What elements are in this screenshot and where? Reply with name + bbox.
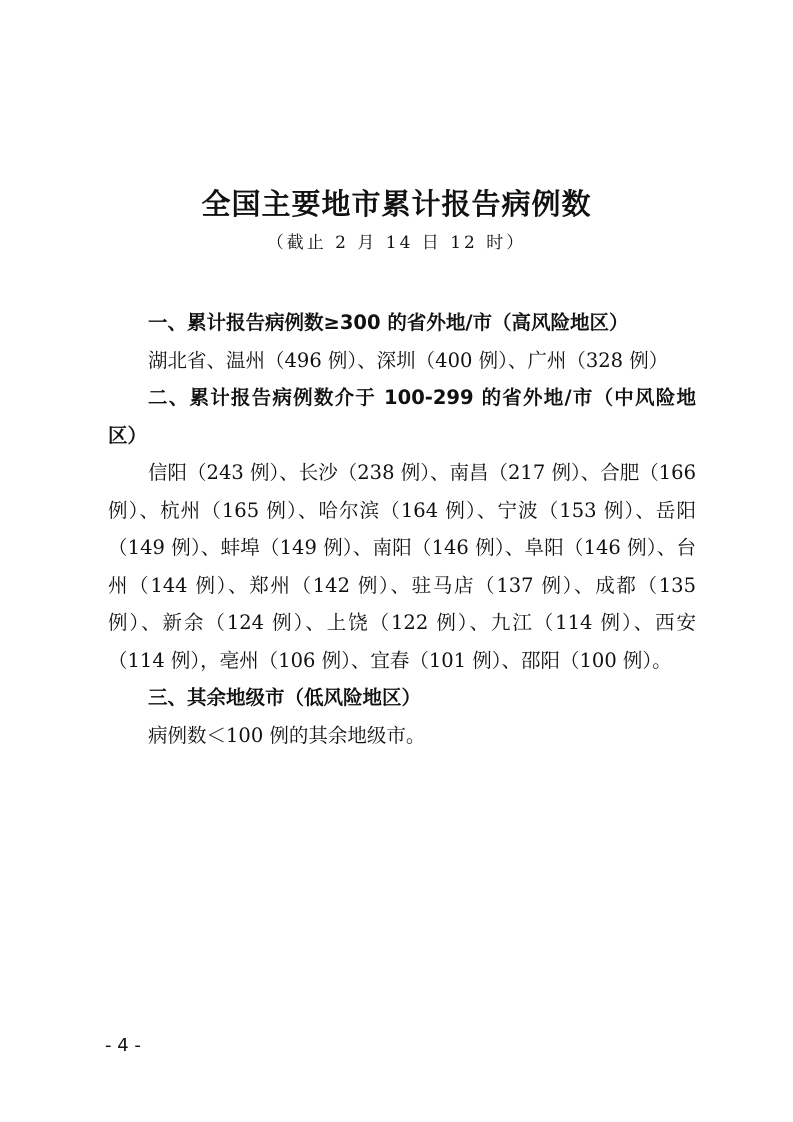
document-body (108, 304, 696, 754)
section-heading-low-risk: 三、其余地级市（低风险地区） (148, 686, 422, 709)
document-subtitle: （截止 2 月 14 日 12 时） (266, 233, 527, 253)
page-number: - 4 - (105, 1035, 141, 1056)
section-heading-medium-risk: 二、累计报告病例数介于 100-299 的省外地/市（中风险地区） (108, 386, 696, 447)
section-body-medium-risk: 信阳（243 例）、长沙（238 例）、南昌（217 例）、合肥（166 例）、杭州（165 例）、哈尔滨（164 例）、宁波（153 例）、岳阳（149 例）、蚌埠（149 例）、南阳（146 例）、阜阳（146 例）、台州（144 例）、郑州（142 例）、驻马店（137 例）、成都（135 例）、新余（124 例）、上饶（122 例）、九江（114 例）、西安（114 例），亳州（106 例）、宜春（101 例）、邵阳（100 例）。 (108, 461, 696, 672)
document-title: 全国主要地市累计报告病例数 (201, 187, 592, 221)
section-body-high-risk: 湖北省、温州（496 例）、深圳（400 例）、广州（328 例） (148, 348, 669, 372)
section-heading-high-risk: 一、累计报告病例数≥300 的省外地/市（高风险地区） (148, 311, 629, 334)
section-body-low-risk: 病例数＜100 例的其余地级市。 (148, 723, 426, 747)
